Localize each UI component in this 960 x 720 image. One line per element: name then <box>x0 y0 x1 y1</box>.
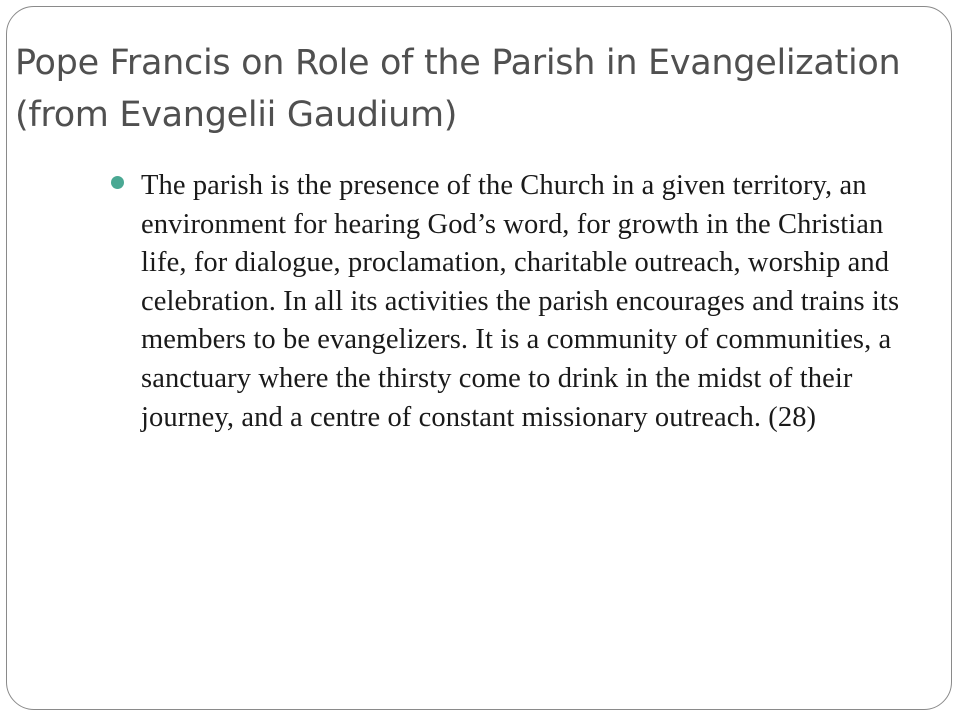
slide-frame <box>6 6 952 710</box>
bullet-item <box>111 167 901 437</box>
bullet-text: The parish is the presence of the Church in a given territory, an environment for hearing God’s word, for growth in the Christian life, for dialogue, proclamation, charitable outreach, worship and celebration. In all its activities the parish encourages and trains its members to be evangelizers. It is a community of communities, a sanctuary where the thirsty come to drink in the midst of their journey, and a centre of constant missionary outreach. (28) <box>141 170 900 433</box>
slide-title: Pope Francis on Role of the Parish in Evangelization (from Evangelii Gaudium) <box>15 43 901 135</box>
slide-body <box>111 167 901 437</box>
circle-bullet-icon <box>111 176 124 189</box>
